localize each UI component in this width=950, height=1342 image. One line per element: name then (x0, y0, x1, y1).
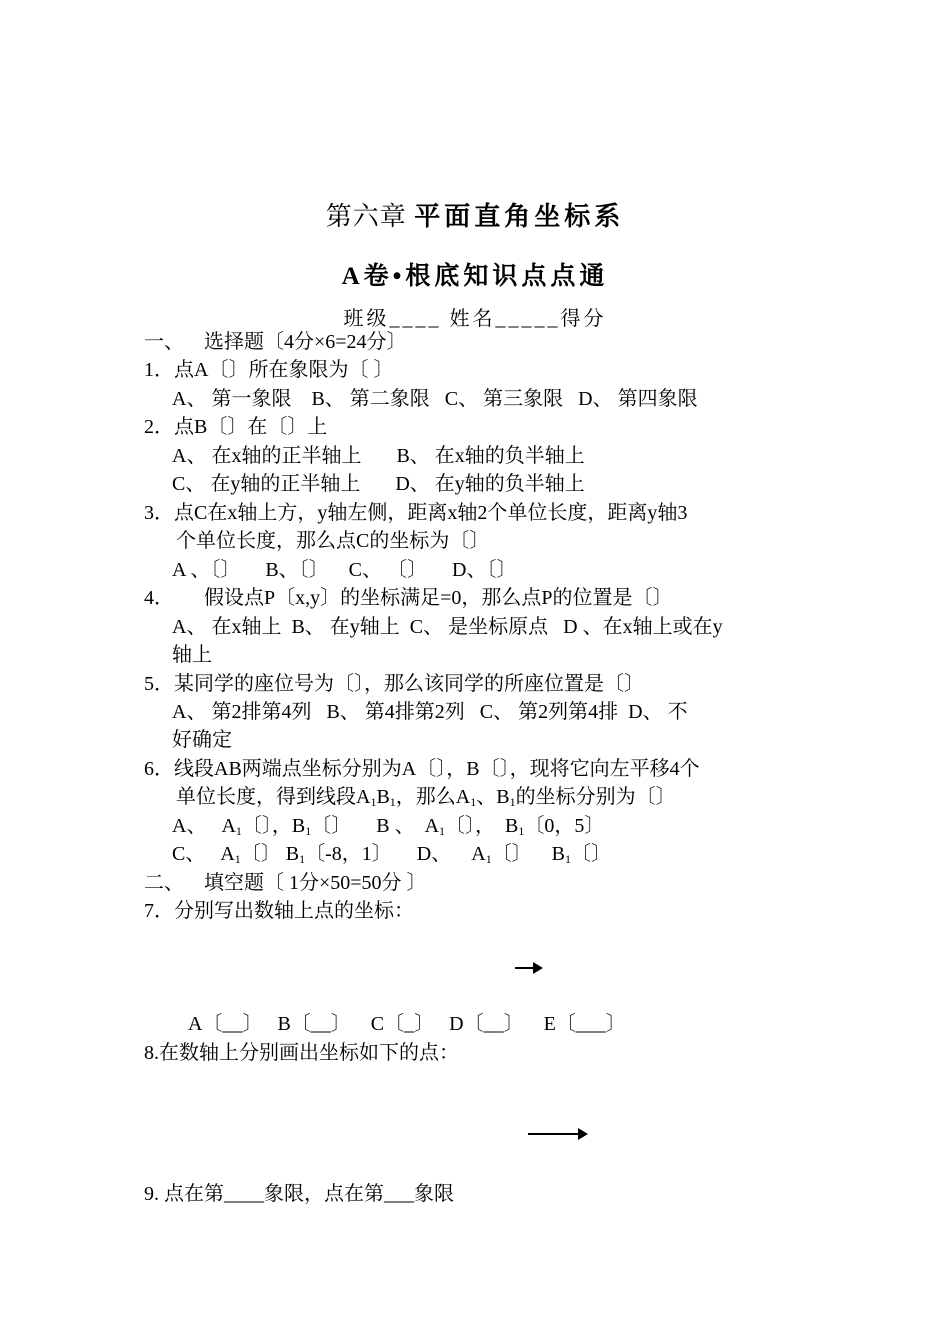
question-4-options-2: 轴上 (172, 644, 212, 666)
number-line-arrow-2 (528, 1133, 578, 1135)
question-4-options-1: A、 在x轴上 B、 在y轴上 C、 是坐标原点 D 、在x轴上或在y (172, 616, 723, 638)
q6o1-b: 〔〕，B (241, 815, 306, 837)
q6o2-d: 〔〕 B (491, 843, 566, 865)
subscript: 1 (485, 852, 492, 866)
question-5: 5．某同学的座位号为〔〕，那么该同学的所座位置是〔〕 (144, 673, 644, 695)
subscript: 1 (299, 852, 306, 866)
question-3-line-1: 3．点C在x轴上方，y轴左侧，距离x轴2个单位长度，距离y轴3 (144, 502, 688, 524)
question-2-options-1: A、 在x轴的正半轴上 B、 在x轴的负半轴上 (172, 445, 585, 467)
question-2: 2．点B〔〕在〔〕上 (144, 416, 328, 438)
subscript: 1 (470, 795, 477, 809)
number-line-arrow-1 (515, 967, 533, 969)
subscript: 1 (234, 852, 241, 866)
subscript: 1 (439, 824, 446, 838)
subscript: 1 (565, 852, 572, 866)
section-1-heading: 一、 选择题〔4分×6=24分〕 (144, 331, 407, 353)
question-3-options: A 、〔〕 B、〔〕 C、 〔〕 D、〔〕 (172, 559, 517, 581)
subscript: 1 (305, 824, 312, 838)
q6-text-d: 、B (476, 786, 510, 808)
section-2-heading: 二、 填空题〔 1分×50=50分 〕 (144, 872, 427, 894)
question-8: 8.在数轴上分别画出坐标如下的点： (144, 1042, 459, 1064)
question-5-options-2: 好确定 (172, 729, 232, 751)
chapter-prefix: 第六章 (325, 202, 407, 231)
subscript: 1 (518, 824, 525, 838)
subscript: 1 (389, 795, 396, 809)
question-1: 1．点A〔〕所在象限为〔 〕 (144, 359, 394, 381)
chapter-main-title: 平面直角坐标系 (414, 202, 625, 231)
question-3-line-2: 个单位长度，那么点C的坐标为〔〕 (176, 530, 490, 552)
section-subtitle: A卷•根底知识点点通 (341, 263, 609, 290)
q6o2-b: 〔〕 B (240, 843, 300, 865)
q6o1-d: 〔〕， B (445, 815, 519, 837)
q6-text-c: ，那么A (395, 786, 471, 808)
q6o1-e: 〔0，5〕 (524, 815, 605, 837)
chapter-title (0, 196, 950, 233)
subscript: 1 (235, 824, 242, 838)
student-info-line: 班级____ 姓名_____得分 (343, 308, 607, 330)
q6-text-e: 的坐标分别为〔〕 (515, 786, 676, 808)
q6o2-c: 〔-8，1〕 D、 A (305, 843, 486, 865)
question-6-line-1: 6．线段AB两端点坐标分别为A〔〕，B〔〕，现将它向左平移4个 (144, 758, 700, 780)
q6o1-a: A、 A (172, 815, 236, 837)
question-5-options-1: A、 第2排第4列 B、 第4排第2列 C、 第2列第4排 D、 不 (172, 701, 688, 723)
question-7-blanks: A〔__〕 B〔__〕 C〔_〕 D〔__〕 E〔___〕 (188, 1013, 626, 1035)
q6o2-e: 〔〕 (571, 843, 612, 865)
subscript: 1 (370, 795, 377, 809)
question-4: 4． 假设点P〔x,y〕的坐标满足=0，那么点P的位置是〔〕 (144, 587, 673, 609)
question-7: 7．分别写出数轴上点的坐标： (144, 900, 414, 922)
question-1-options: A、 第一象限 B、 第二象限 C、 第三象限 D、 第四象限 (172, 388, 698, 410)
q6-text-a: 单位长度，得到线段A (176, 786, 371, 808)
subscript: 1 (509, 795, 516, 809)
q6-text-b: B (376, 786, 390, 808)
q6o2-a: C、 A (172, 843, 235, 865)
question-9: 9. 点在第____象限，点在第___象限 (144, 1183, 454, 1205)
question-2-options-2: C、 在y轴的正半轴上 D、 在y轴的负半轴上 (172, 473, 585, 495)
q6o1-c: 〔〕 B 、 A (311, 815, 440, 837)
